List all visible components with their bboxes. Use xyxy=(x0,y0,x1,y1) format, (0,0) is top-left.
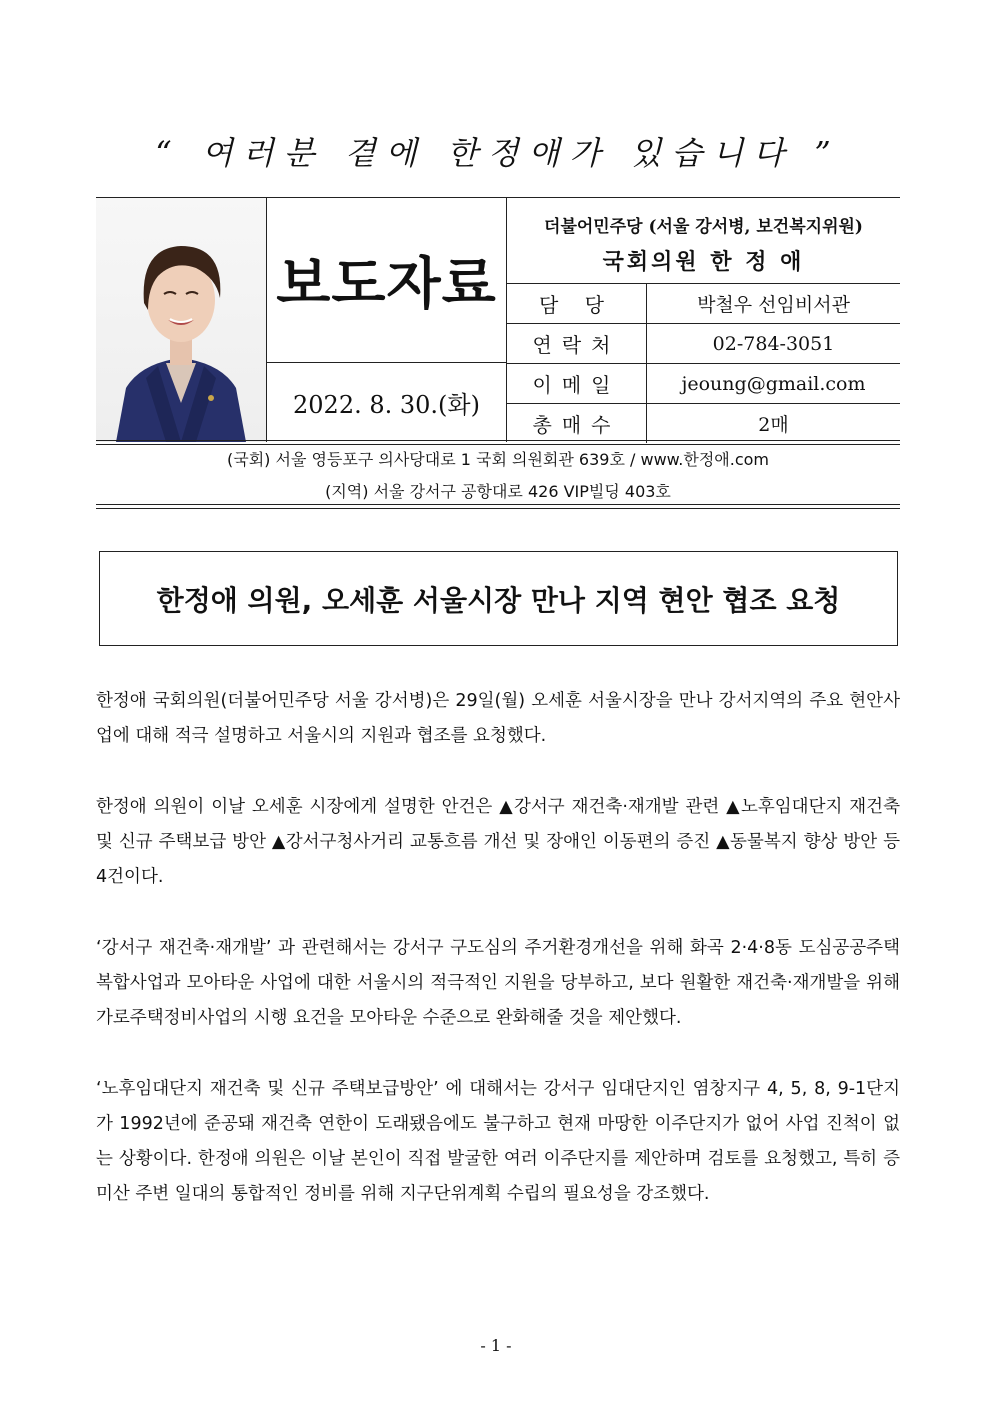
page-number: - 1 - xyxy=(480,1336,512,1355)
date-cell xyxy=(267,363,507,442)
paragraph: 한정애 국회의원(더불어민주당 서울 강서병)은 29일(월) 오세훈 서울시장을 만나 강서지역의 주요 현안사업에 대해 적극 설명하고 서울시의 지원과 협조를 요청했다. xyxy=(96,691,900,746)
national-address: (국회) 서울 영등포구 의사당대로 1 국회 의원회관 639호 / www.한정애.com xyxy=(227,450,769,469)
info-label: 총매수 xyxy=(507,404,647,443)
slogan: “ 여러분 곁에 한정애가 있습니다 ” xyxy=(155,134,841,172)
doc-type-cell xyxy=(267,198,507,363)
doc-type-title: 보도자료 xyxy=(276,252,497,317)
info-label: 이메일 xyxy=(507,364,647,403)
portrait-photo xyxy=(96,198,267,442)
party-affiliation: 더불어민주당 (서울 강서병, 보건복지위원) xyxy=(544,217,863,237)
info-value: 02-784-3051 xyxy=(712,332,835,355)
info-row-manager xyxy=(507,284,900,324)
info-label: 연락처 xyxy=(507,324,647,363)
info-value: jeoung@gmail.com xyxy=(681,372,866,395)
info-row-pages xyxy=(507,404,900,443)
info-value: 2매 xyxy=(758,414,789,436)
article-body xyxy=(96,684,900,1248)
local-address: (지역) 서울 강서구 공항대로 426 VIP빌딩 403호 xyxy=(325,482,671,501)
paragraph: ‘강서구 재건축·재개발’ 과 관련해서는 강서구 구도심의 주거환경개선을 위해 화곡 2·4·8동 도심공공주택복합사업과 모아타운 사업에 대한 서울시의 적극적인 지원을 당부하고, 보다 원활한 재건축·재개발을 위해 가로주택정비사업의 시행 요건을 모아타운 수준으로 완화해줄 것을 제안했다. xyxy=(96,938,900,1028)
paragraph: 한정애 의원이 이날 오세훈 시장에게 설명한 안건은 ▲강서구 재건축·재개발 관련 ▲노후임대단지 재건축 및 신규 주택보급 방안 ▲강서구청사거리 교통흐름 개선 및 장애인 이동편의 증진 ▲동물복지 향상 방안 등 4건이다. xyxy=(96,797,900,887)
release-date: 2022. 8. 30.(화) xyxy=(293,391,480,419)
press-header-table xyxy=(96,197,900,442)
member-name: 국회의원 한 정 애 xyxy=(602,249,805,275)
info-value: 박철우 선임비서관 xyxy=(697,294,850,316)
header-divider xyxy=(96,440,900,445)
address-divider xyxy=(96,504,900,509)
info-label: 담 당 xyxy=(507,284,647,323)
headline-box xyxy=(99,551,898,646)
headline: 한정애 의원, 오세훈 서울시장 만나 지역 현안 협조 요청 xyxy=(156,583,841,617)
organization-cell xyxy=(507,198,900,284)
info-row-contact xyxy=(507,324,900,364)
info-row-email xyxy=(507,364,900,404)
paragraph: ‘노후임대단지 재건축 및 신규 주택보급방안’ 에 대해서는 강서구 임대단지인 염창지구 4, 5, 8, 9-1단지가 1992년에 준공돼 재건축 연한이 도래됐음에도 불구하고 현재 마땅한 이주단지가 없어 사업 진척이 없는 상황이다. 한정애 의원은 이날 본인이 직접 발굴한 여러 이주단지를 제안하며 검토를 요청했고, 특히 증미산 주변 일대의 통합적인 정비를 위해 지구단위계획 수립의 필요성을 강조했다. xyxy=(96,1079,900,1204)
